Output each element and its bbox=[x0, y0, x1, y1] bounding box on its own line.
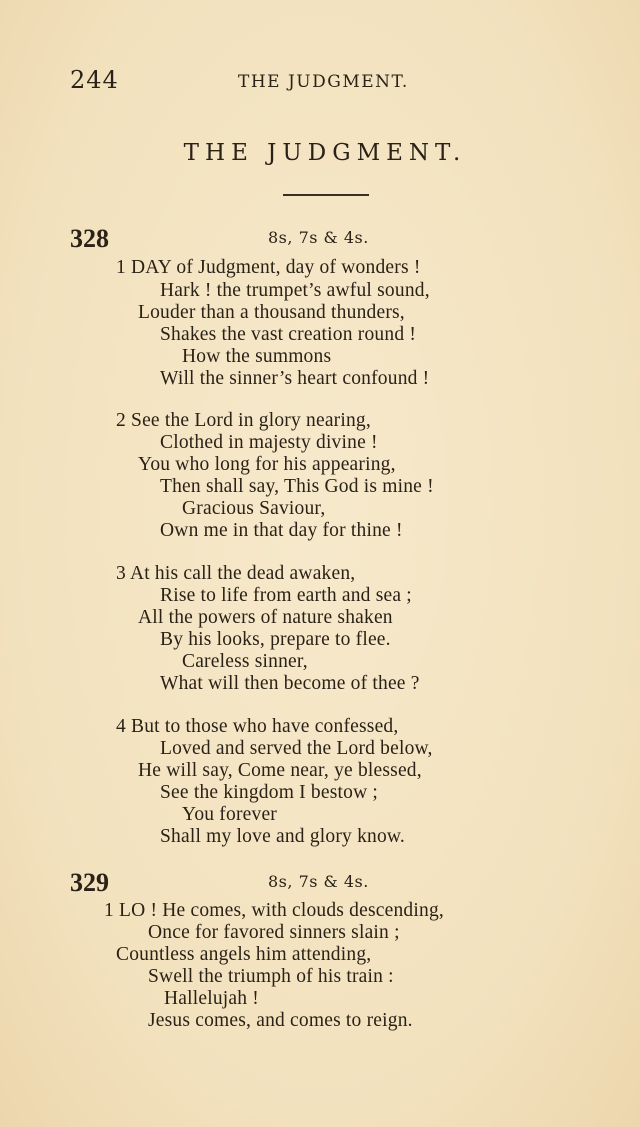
verse-line: Swell the triumph of his train : bbox=[148, 966, 394, 987]
running-title: THE JUDGMENT. bbox=[238, 72, 409, 92]
running-head bbox=[0, 66, 640, 94]
verse-line: You who long for his appearing, bbox=[138, 454, 396, 475]
verse-line: Once for favored sinners slain ; bbox=[148, 922, 400, 943]
verse-line: Clothed in majesty divine ! bbox=[160, 432, 378, 453]
verse-line: Louder than a thousand thunders, bbox=[138, 302, 405, 323]
verse-line: Hark ! the trumpet’s awful sound, bbox=[160, 280, 430, 301]
verse-line: All the powers of nature shaken bbox=[138, 607, 393, 628]
verse-line: Shall my love and glory know. bbox=[160, 826, 406, 847]
hymn-meter-328: 8s, 7s & 4s. bbox=[268, 228, 369, 247]
verse-line: 4 But to those who have confessed, bbox=[116, 716, 399, 737]
title-rule bbox=[283, 194, 369, 196]
hymn-number-329: 329 bbox=[70, 868, 109, 897]
hymn-meter-329: 8s, 7s & 4s. bbox=[268, 872, 369, 891]
hymn-number-328: 328 bbox=[70, 224, 109, 253]
verse-line: Gracious Saviour, bbox=[182, 498, 326, 519]
verse-line: Rise to life from earth and sea ; bbox=[160, 585, 412, 606]
verse-line: Will the sinner’s heart confound ! bbox=[160, 368, 430, 389]
verse-line: Careless sinner, bbox=[182, 651, 308, 672]
verse-line: Loved and served the Lord below, bbox=[160, 738, 433, 759]
verse-line: See the kingdom I bestow ; bbox=[160, 782, 379, 803]
verse-line: Own me in that day for thine ! bbox=[160, 520, 403, 541]
verse-line: 2 See the Lord in glory nearing, bbox=[116, 410, 371, 431]
verse-line: Countless angels him attending, bbox=[116, 944, 372, 965]
verse-line: 1 LO ! He comes, with clouds descending, bbox=[104, 900, 444, 921]
verse-line: Shakes the vast creation round ! bbox=[160, 324, 417, 345]
verse-line: 1 DAY of Judgment, day of wonders ! bbox=[116, 257, 421, 278]
verse-line: Hallelujah ! bbox=[164, 988, 259, 1009]
verse-line: What will then become of thee ? bbox=[160, 673, 420, 694]
verse-line: 3 At his call the dead awaken, bbox=[116, 563, 356, 584]
verse-line: By his looks, prepare to flee. bbox=[160, 629, 391, 650]
page-number: 244 bbox=[70, 66, 119, 94]
verse-line: You forever bbox=[182, 804, 277, 825]
section-title: THE JUDGMENT. bbox=[183, 140, 467, 166]
verse-line: He will say, Come near, ye blessed, bbox=[138, 760, 422, 781]
verse-line: Jesus comes, and comes to reign. bbox=[148, 1010, 413, 1031]
verse-line: Then shall say, This God is mine ! bbox=[160, 476, 434, 497]
verse-line: How the summons bbox=[182, 346, 332, 367]
